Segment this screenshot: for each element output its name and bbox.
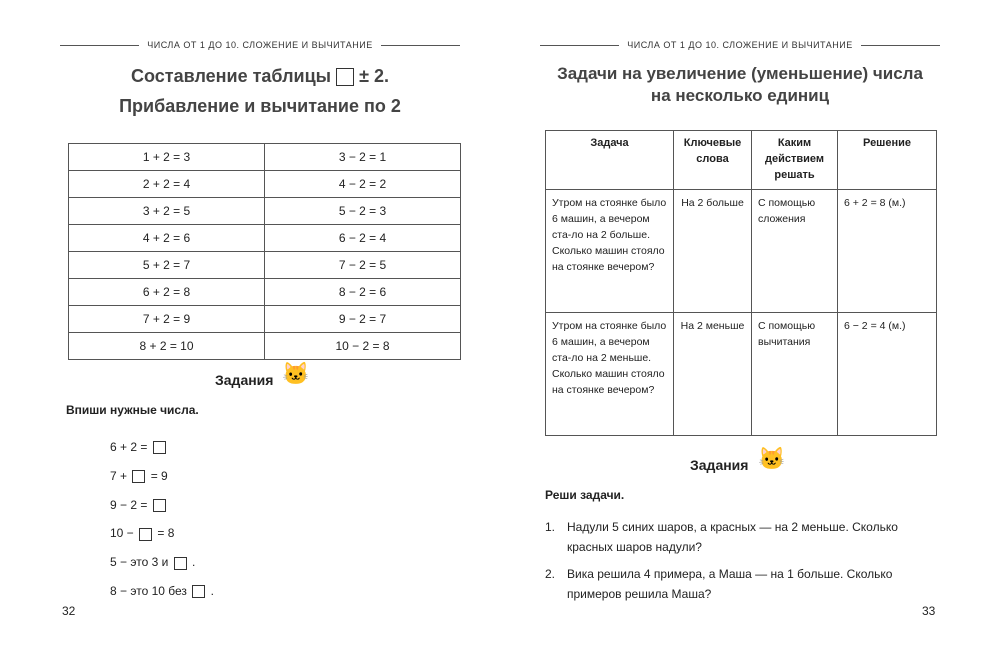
table-cell: 10 − 2 = 8 — [265, 333, 461, 360]
table-cell: 7 + 2 = 9 — [69, 306, 265, 333]
problem-number: 1. — [545, 520, 556, 534]
answer-box[interactable] — [192, 585, 205, 598]
answer-box[interactable] — [132, 470, 145, 483]
problem-text: Надули 5 синих шаров, а красных — на 2 меньше. Сколько красных шаров надули? — [567, 520, 898, 554]
exercise-text: 9 − 2 = — [110, 497, 148, 512]
table-cell: 2 + 2 = 4 — [69, 171, 265, 198]
instruction: Реши задачи. — [545, 488, 625, 502]
col-header: Ключевые слова — [674, 131, 752, 190]
running-header-right — [540, 40, 940, 50]
table-cell: Утром на стоянке было 6 машин, а вечером ста-ло на 2 меньше. Сколько машин стояло на стоянке вечером? — [546, 313, 674, 436]
table-cell: 6 − 2 = 4 — [265, 225, 461, 252]
page-title-line1: Задачи на увеличение (уменьшение) числа — [557, 64, 923, 83]
table-row — [546, 313, 937, 436]
table-cell: 8 − 2 = 6 — [265, 279, 461, 306]
answer-box[interactable] — [153, 499, 166, 512]
problem-number: 2. — [545, 567, 556, 581]
empty-box — [336, 68, 354, 86]
exercise-text: 5 − это 3 и — [110, 555, 169, 570]
table-cell: Утром на стоянке было 6 машин, а вечером ста-ло на 2 больше. Сколько машин стояло на стоянке вечером? — [546, 190, 674, 313]
table-cell: 1 + 2 = 3 — [69, 144, 265, 171]
answer-box[interactable] — [153, 441, 166, 454]
table-row — [69, 252, 461, 279]
table-row — [69, 306, 461, 333]
exercise — [110, 584, 214, 598]
problem-text: Вика решила 4 примера, а Маша — на 1 больше. Сколько примеров решила Маша? — [567, 567, 893, 601]
table-cell: 8 + 2 = 10 — [69, 333, 265, 360]
exercise — [110, 498, 168, 512]
running-header-text: ЧИСЛА ОТ 1 ДО 10. СЛОЖЕНИЕ И ВЫЧИТАНИЕ — [627, 40, 853, 50]
table-row — [69, 198, 461, 225]
col-header: Каким действием решать — [752, 131, 838, 190]
col-header: Задача — [546, 131, 674, 190]
exercise — [110, 469, 168, 483]
table-cell: 6 + 2 = 8 (м.) — [838, 190, 937, 313]
table-row — [546, 190, 937, 313]
exercise — [110, 526, 174, 540]
exercise-text: 10 − — [110, 526, 134, 541]
exercise — [110, 440, 168, 454]
exercise-text: . — [210, 584, 214, 598]
table-row — [69, 171, 461, 198]
exercise-text: 6 + 2 = — [110, 440, 148, 454]
running-header-text: ЧИСЛА ОТ 1 ДО 10. СЛОЖЕНИЕ И ВЫЧИТАНИЕ — [147, 40, 373, 50]
problems-table — [545, 130, 937, 436]
page-number: 33 — [922, 604, 936, 618]
table-cell: 4 + 2 = 6 — [69, 225, 265, 252]
problem-item — [545, 564, 945, 604]
cat-mascot-icon: 🐱 — [282, 361, 310, 386]
addition-subtraction-table — [68, 143, 461, 360]
cat-mascot-icon: 🐱 — [758, 446, 786, 471]
table-cell: 6 − 2 = 4 (м.) — [838, 313, 937, 436]
answer-box[interactable] — [139, 528, 152, 541]
answer-box[interactable] — [174, 557, 187, 570]
exercise-text: . — [191, 555, 196, 570]
table-cell: На 2 больше — [674, 190, 752, 313]
table-cell: На 2 меньше — [674, 313, 752, 436]
title-text: Составление таблицы — [131, 66, 332, 86]
table-cell: 5 + 2 = 7 — [69, 252, 265, 279]
page-title-line2: на несколько единиц — [650, 86, 830, 105]
running-header-left — [60, 40, 460, 50]
title-text: ± 2. — [359, 66, 389, 86]
col-header: Решение — [838, 131, 937, 190]
table-row — [69, 225, 461, 252]
exercise — [110, 555, 195, 569]
page-title-line1 — [60, 66, 460, 87]
tasks-heading: Задания — [690, 457, 749, 473]
table-row — [69, 279, 461, 306]
table-cell: С помощью сложения — [752, 190, 838, 313]
table-cell: 6 + 2 = 8 — [69, 279, 265, 306]
table-cell: 3 + 2 = 5 — [69, 198, 265, 225]
exercise-text: 7 + — [110, 468, 128, 483]
tasks-heading: Задания — [215, 372, 274, 388]
table-cell: 9 − 2 = 7 — [265, 306, 461, 333]
table-cell: 4 − 2 = 2 — [265, 171, 461, 198]
exercise-text: = 9 — [150, 468, 168, 483]
exercise-text: = 8 — [157, 526, 175, 541]
table-row — [69, 333, 461, 360]
page-number: 32 — [62, 604, 76, 618]
table-cell: 7 − 2 = 5 — [265, 252, 461, 279]
instruction: Впиши нужные числа. — [66, 403, 199, 417]
exercise-text: 8 − это 10 без — [110, 584, 187, 598]
table-row — [69, 144, 461, 171]
table-cell: С помощью вычитания — [752, 313, 838, 436]
table-cell: 5 − 2 = 3 — [265, 198, 461, 225]
problem-item — [545, 517, 945, 557]
page-title-line2: Прибавление и вычитание по 2 — [119, 96, 401, 116]
table-cell: 3 − 2 = 1 — [265, 144, 461, 171]
